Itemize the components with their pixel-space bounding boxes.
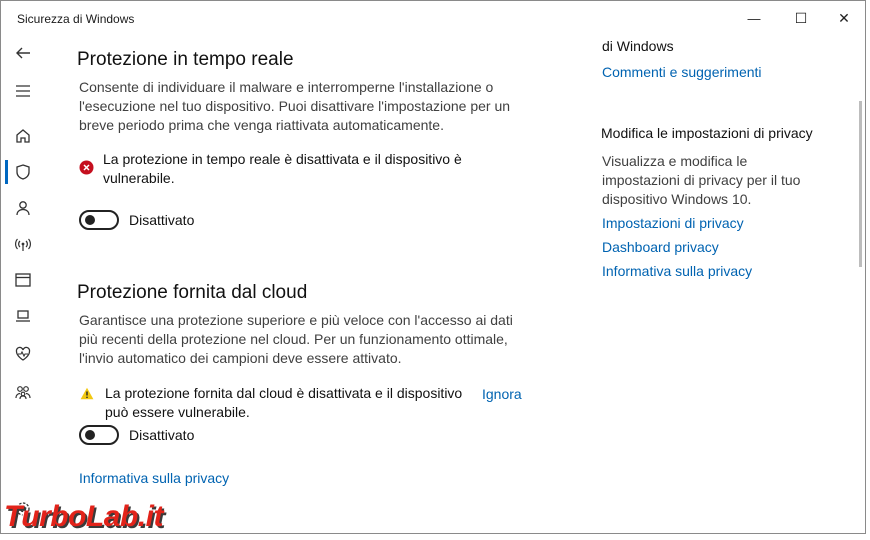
nav-device-security[interactable] [1, 298, 45, 334]
realtime-protection-title: Protezione in tempo reale [77, 49, 294, 70]
nav-virus-protection[interactable] [1, 154, 45, 190]
maximize-icon: ☐ [794, 9, 808, 26]
realtime-status-text: La protezione in tempo reale è disattivata e il dispositivo è vulnerabile. [103, 151, 462, 186]
warning-triangle-icon [80, 387, 94, 400]
privacy-settings-heading: Modifica le impostazioni di privacy [601, 125, 813, 141]
close-icon: ✕ [838, 9, 850, 26]
nav-firewall[interactable] [1, 226, 45, 262]
minimize-button[interactable] [731, 1, 777, 35]
laptop-icon [14, 307, 32, 325]
realtime-protection-toggle[interactable] [79, 210, 119, 230]
cloud-protection-title: Protezione fornita dal cloud [77, 282, 308, 303]
watermark-logo: TurboLab.it [4, 500, 163, 533]
title-bar [1, 1, 865, 35]
cloud-protection-toggle[interactable] [79, 425, 119, 445]
back-button[interactable] [1, 35, 45, 71]
nav-app-browser[interactable] [1, 262, 45, 298]
window-title: Sicurezza di Windows [17, 12, 135, 26]
heart-health-icon [14, 345, 32, 363]
network-icon [14, 235, 32, 253]
navigation-rail [1, 35, 45, 534]
privacy-statement-link[interactable]: Informativa sulla privacy [79, 470, 230, 486]
family-icon [14, 383, 32, 401]
cloud-status-text: La protezione fornita dal cloud è disattivata e il dispositivo può essere vulnerabile. [105, 385, 463, 420]
close-button[interactable] [821, 1, 866, 35]
feedback-link[interactable]: Commenti e suggerimenti [602, 64, 762, 80]
privacy-dashboard-link[interactable]: Dashboard privacy [602, 239, 719, 255]
realtime-toggle-label: Disattivato [129, 212, 195, 228]
toggle-knob [85, 215, 95, 225]
nav-home[interactable] [1, 118, 45, 154]
error-x-icon [79, 160, 94, 175]
cloud-toggle-label: Disattivato [129, 427, 195, 443]
maximize-button[interactable] [778, 1, 824, 35]
privacy-settings-text: Visualizza e modifica le impostazioni di privacy per il tuo dispositivo Windows 10. [602, 153, 801, 207]
ignore-link[interactable]: Ignora [482, 386, 522, 402]
app-browser-icon [14, 271, 32, 289]
side-partial-text: di Windows [602, 38, 674, 54]
menu-icon [14, 82, 32, 100]
minimize-icon: — [747, 10, 761, 26]
active-indicator [5, 160, 8, 184]
home-icon [14, 127, 32, 145]
toggle-knob [85, 430, 95, 440]
cloud-protection-description: Garantisce una protezione superiore e più veloce con l'accesso ai dati più recenti della protezione nel cloud. Per un funzionamento ottimale, l'invio automatico dei campioni deve essere attivato. [79, 312, 513, 366]
realtime-protection-description: Consente di individuare il malware e interromperne l'installazione o l'esecuzione nel tuo dispositivo. Puoi disattivare l'impostazione per un breve periodo prima che venga riattivata automaticamente. [79, 79, 511, 133]
nav-family-options[interactable] [1, 374, 45, 410]
main-content [77, 35, 547, 534]
privacy-statement-side-link[interactable]: Informativa sulla privacy [602, 263, 753, 279]
nav-account-protection[interactable] [1, 190, 45, 226]
back-arrow-icon [14, 44, 32, 62]
scrollbar-thumb[interactable] [859, 101, 862, 267]
shield-icon [14, 163, 32, 181]
person-icon [14, 199, 32, 217]
nav-device-health[interactable] [1, 336, 45, 372]
privacy-settings-link[interactable]: Impostazioni di privacy [602, 215, 744, 231]
side-panel [601, 35, 841, 534]
menu-button[interactable] [1, 73, 45, 109]
